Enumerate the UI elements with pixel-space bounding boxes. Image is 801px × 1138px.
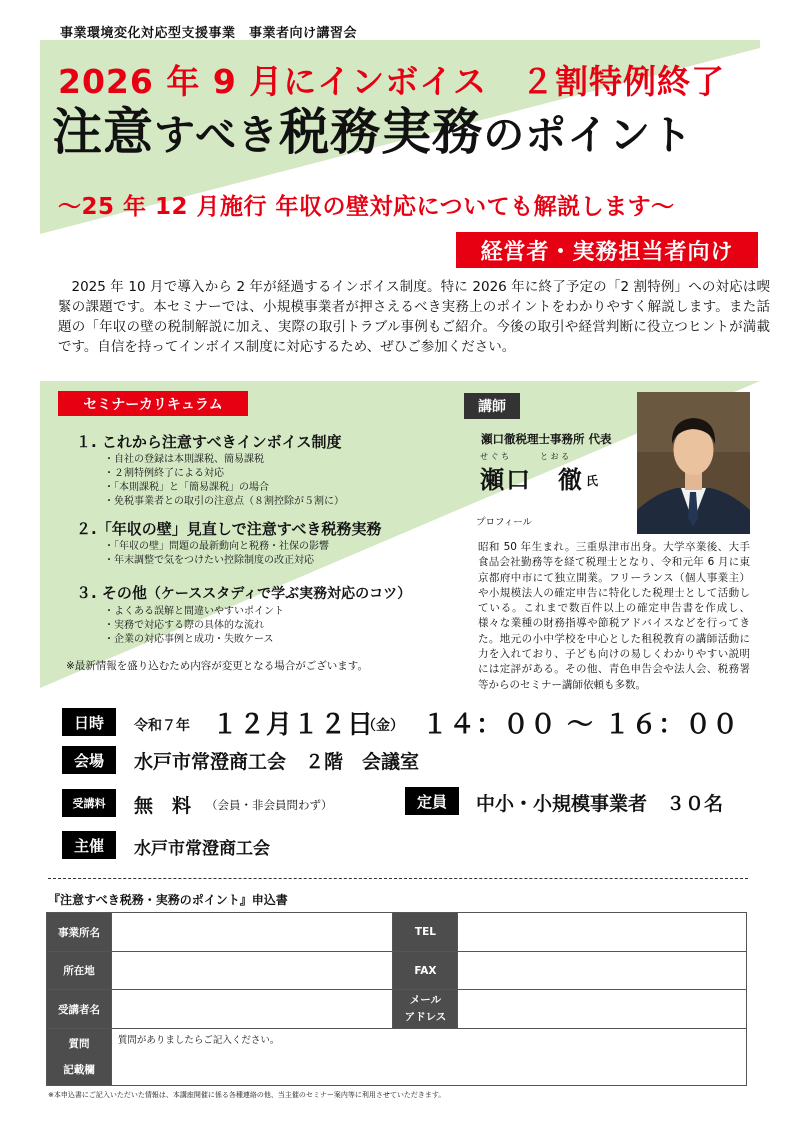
headline: 2026 年 9 月にインボイス ２割特例終了 xyxy=(58,62,725,101)
curriculum-section-title: １. これから注意すべきインボイス制度 xyxy=(76,433,342,451)
date-weekday: （金） xyxy=(362,718,404,734)
instructor-badge: 講師 xyxy=(464,393,520,419)
list-item: ・ 「年収の壁」問題の最新動向と税務・社保の影響 xyxy=(104,540,381,554)
instructor-photo xyxy=(637,392,750,534)
company-field[interactable] xyxy=(111,913,393,952)
program-name: 事業環境変化対応型支援事業 事業者向け講習会 xyxy=(60,26,358,41)
application-form xyxy=(46,912,747,1086)
date-label: 日時 xyxy=(62,708,116,736)
title-part-4: のポイント xyxy=(483,111,694,159)
fax-label: FAX xyxy=(393,952,458,990)
list-item: ・ よくある誤解と間違いやすいポイント xyxy=(104,605,411,619)
curriculum-note: ※最新情報を盛り込むため内容が変更となる場合がございます。 xyxy=(66,660,368,672)
curriculum-section-title-sub: （ケーススタディで学ぶ実務対応のコツ） xyxy=(146,586,412,602)
attendee-field[interactable] xyxy=(111,990,393,1029)
tel-label: TEL xyxy=(393,913,458,952)
list-item: ・ 実務で対応する際の具体的な流れ xyxy=(104,619,411,633)
curriculum-section-title-main: ３. その他 xyxy=(76,584,147,602)
intro-text: 2025 年 10 月で導入から 2 年が経過するインボイス制度。特に 2026 年に終了予定の「2 割特例」への対応は喫緊の課題です。本セミナーでは、小規模事業者が押さえるべき実務上のポイントをわかりやすく解説します。また話題の「年収の壁の税制解説に加え、実際の取引トラブル事例もご紹介。今後の取引や経営判断に役立つヒントが満載です。自信を持ってインボイス制度に対応するため、ぜひご参加ください。 xyxy=(58,279,770,355)
question-label xyxy=(47,1029,112,1086)
question-field[interactable] xyxy=(111,1029,746,1086)
time-range: １４：００ ～ １６：００ xyxy=(422,710,740,740)
fee-label: 受講料 xyxy=(62,789,116,817)
venue: 水戸市常澄商工会 ２階 会議室 xyxy=(134,751,420,773)
email-field[interactable] xyxy=(458,990,747,1029)
audience-badge: 経営者・実務担当者向け xyxy=(456,232,758,268)
profile-text: 昭和 50 年生まれ。三重県津市出身。大学卒業後、大手食品会社勤務等を経て税理士となり、令和元年 6 月に東京都府中市にて独立開業。フリーランス（個人事業主）や小規模法人の確定申告に特化した税理士として活動している。これまで数百件以上の確定申告書を作成し、様々な業種の財務指導や節税アドバイスなどを行ってきた。地元の小中学校を中心とした租税教育の講師活動に力を入れており、子ども向けの易しくわかりやすい説明には定評がある。その他、青色申告会や法人会、税務署等からのセミナー講師依頼も多数。 xyxy=(478,541,750,691)
instructor-honorific: 氏 xyxy=(586,474,599,488)
profile-label: プロフィール xyxy=(476,517,533,528)
address-label: 所在地 xyxy=(47,952,112,990)
privacy-footnote: ※本申込書にご記入いただいた情報は、本講座開催に係る各種連絡の他、当主催のセミナー案内等に利用させていただきます。 xyxy=(48,1091,446,1099)
curriculum-section-3 xyxy=(76,583,411,647)
form-title: 『注意すべき税務・実務のポイント』申込書 xyxy=(48,893,288,907)
attendee-label: 受講者名 xyxy=(47,990,112,1029)
company-label: 事業所名 xyxy=(47,913,112,952)
capacity-label: 定員 xyxy=(405,787,459,815)
instructor-name: 瀬口 徹 xyxy=(480,466,584,494)
host-label: 主催 xyxy=(62,831,116,859)
tel-field[interactable] xyxy=(458,913,747,952)
fee-note: （会員・非会員問わず） xyxy=(206,798,333,812)
address-field[interactable] xyxy=(111,952,393,990)
date-month-day: １２月１２日 xyxy=(212,710,375,740)
list-item: ・ 企業の対応事例と成功・失敗ケース xyxy=(104,633,411,647)
title-part-3: 税務実務 xyxy=(279,103,484,161)
curriculum-section-title xyxy=(76,583,411,604)
host: 水戸市常澄商工会 xyxy=(134,839,270,859)
page-title xyxy=(52,103,694,161)
title-part-2: すべき xyxy=(154,111,280,159)
email-label-line-1: メール xyxy=(409,994,442,1006)
cut-line xyxy=(48,878,748,879)
question-label-line-1: 質問 xyxy=(68,1038,90,1050)
instructor-org: 瀬口徹税理士事務所 代表 xyxy=(481,432,612,446)
list-item: ・ 自社の登録は本則課税、簡易課税 xyxy=(104,453,344,467)
date-era: 令和７年 xyxy=(134,718,190,734)
list-item: ・ ２割特例終了による対応 xyxy=(104,467,344,481)
subtitle: ～25 年 12 月施行 年収の壁対応についても解説します～ xyxy=(58,194,675,220)
list-item: ・ 免税事業者との取引の注意点（８割控除が５割に） xyxy=(104,495,344,509)
curriculum-badge: セミナーカリキュラム xyxy=(58,391,248,416)
curriculum-section-title: ２.「年収の壁」見直しで注意すべき税務実務 xyxy=(76,520,382,538)
instructor-ruby-surname: せ ぐ ち xyxy=(480,452,510,461)
email-label xyxy=(393,990,458,1029)
question-placeholder: 質問がありましたらご記入ください。 xyxy=(117,1035,280,1046)
curriculum-section-2 xyxy=(76,519,381,568)
list-item: ・ 「本則課税」と「簡易課税」の場合 xyxy=(104,481,344,495)
instructor-ruby-given: と お る xyxy=(540,452,570,461)
list-item: ・ 年末調整で気をつけたい控除制度の改正対応 xyxy=(104,554,381,568)
capacity: 中小・小規模事業者 ３０名 xyxy=(476,793,724,815)
question-label-line-2: 記載欄 xyxy=(63,1064,95,1076)
fee: 無 料 xyxy=(134,795,192,817)
venue-label: 会場 xyxy=(62,746,116,774)
title-part-1: 注意 xyxy=(52,103,154,161)
email-label-line-2: アドレス xyxy=(404,1011,447,1023)
curriculum-section-1 xyxy=(76,432,344,509)
fax-field[interactable] xyxy=(458,952,747,990)
